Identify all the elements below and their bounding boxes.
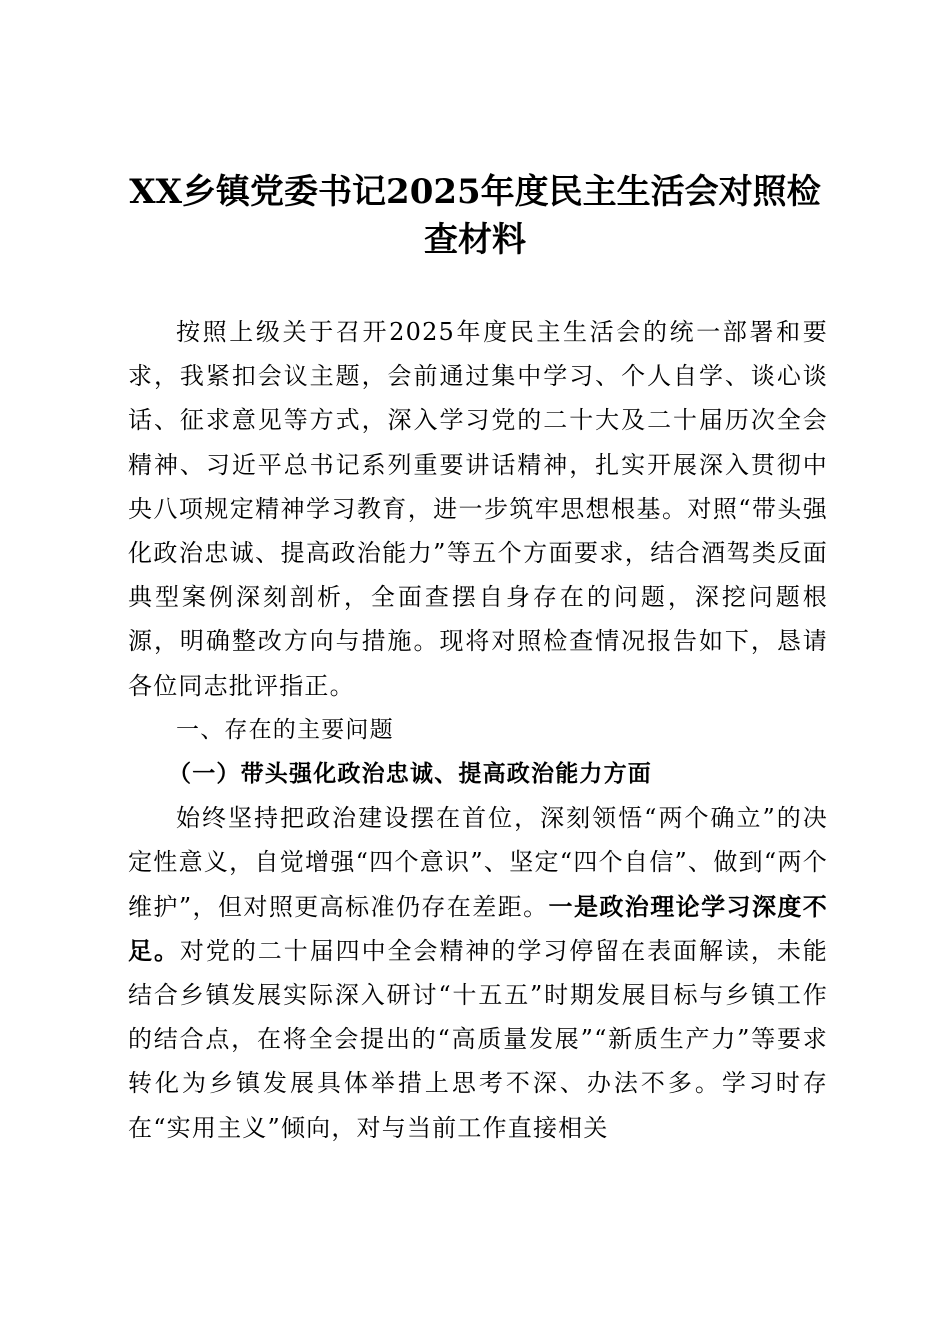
paragraph-text-part1: 始终坚持把政治建设摆在首位，深刻领悟“两个确立”的决定性意义，自觉增强“四个意识”、坚定“四个自信”、做到“两个维护”，但对照更高标准仍存在差距。 (128, 804, 828, 921)
title-line-2: 查材料 (424, 220, 526, 260)
paragraph-bold-point: 一是政治理论学习深度不足。 (128, 892, 828, 965)
subsection-heading-political-loyalty: （一）带头强化政治忠诚、提高政治能力方面 (168, 761, 652, 788)
section-heading-problems: 一、存在的主要问题 (176, 716, 394, 743)
title-line-1: XX乡镇党委书记2025年度民主生活会对照检 (129, 172, 821, 212)
intro-paragraph: 按照上级关于召开2025年度民主生活会的统一部署和要求，我紧扣会议主题，会前通过集中学习、个人自学、谈心谈话、征求意见等方式，深入学习党的二十大及二十届历次全会精神、习近平总书记系列重要讲话精神，扎实开展深入贯彻中央八项规定精神学习教育，进一步筑牢思想根基。对照“带头强化政治忠诚、提高政治能力”等五个方面要求，结合酒驾类反面典型案例深刻剖析，全面查摆自身存在的问题，深挖问题根源，明确整改方向与措施。现将对照检查情况报告如下，恳请各位同志批评指正。 (128, 318, 828, 700)
body-paragraph (128, 796, 828, 1150)
paragraph-text-part2: 对党的二十届四中全会精神的学习停留在表面解读，未能结合乡镇发展实际深入研讨“十五五”时期发展目标与乡镇工作的结合点，在将全会提出的“高质量发展”“新质生产力”等要求转化为乡镇发展具体举措上思考不深、办法不多。学习时存在“实用主义”倾向，对与当前工作直接相关 (128, 936, 829, 1142)
document-title (60, 168, 890, 264)
document-body (128, 310, 828, 1150)
